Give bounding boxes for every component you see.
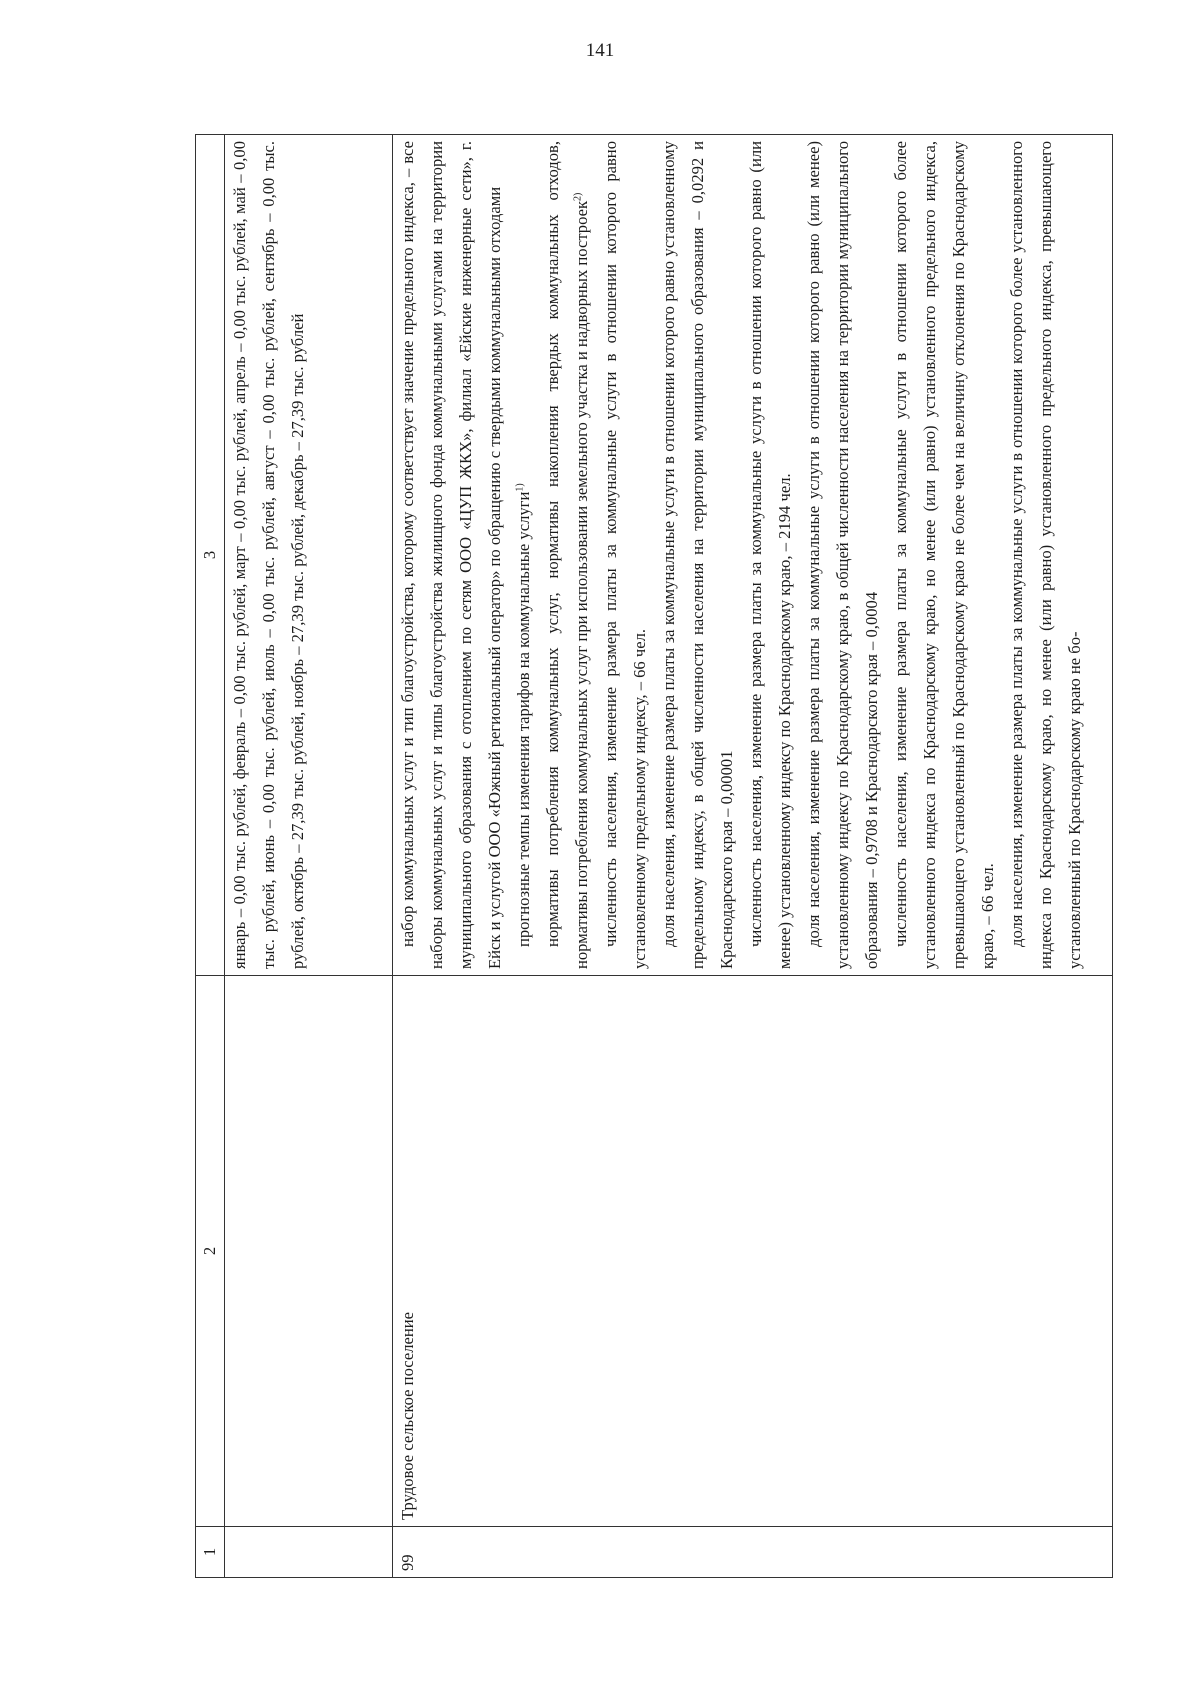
continuation-row <box>225 135 393 1578</box>
rotated-table-container <box>195 138 1113 1578</box>
row-settlement-name: Трудовое сельское поселение <box>393 976 1113 1527</box>
header-row <box>196 135 225 1578</box>
paragraph-population-less: численность населения, изменение размера платы за коммунальные услуги в отношении которого равно (или менее) установленному индексу по Краснодарскому краю, – 2194 чел. <box>746 141 794 969</box>
header-col-3: 3 <box>196 135 225 976</box>
header-col-1: 1 <box>196 1527 225 1578</box>
row-number: 99 <box>393 1527 1113 1578</box>
paragraph-share-more: доля населения, изменение размера платы за коммунальные услуги в отношении которого более установленного индекса по Краснодарскому краю, но менее (или равно) установленного предельного индекса, превышающего установленный по Краснодарскому краю не бо- <box>1007 141 1084 969</box>
continuation-number-cell <box>225 1527 393 1578</box>
footnote-1: 1) <box>514 483 526 492</box>
paragraph-population-equal: численность населения, изменение размера платы за коммунальные услуги в отношении которого равно установленному предельному индексу, – 66 чел. <box>601 141 649 969</box>
data-table <box>195 134 1113 1578</box>
paragraph-norms <box>538 141 596 969</box>
header-col-2: 2 <box>196 976 225 1527</box>
paragraph-utility-set: набор коммунальных услуг и тип благоустройства, которому соответствует значение предельного индекса, – все наборы коммунальных услуг и типы благоустройства жилищного фонда коммунальными услугами на территории муниципального образования с отоплением по сетям ООО «ЦУП ЖКХ», филиал «Ейские инженерные сети», г. Ейск и услугой ООО «Южный региональный оператор» по обращению с твердыми коммунальными отходами <box>398 141 504 969</box>
table-row-99 <box>393 135 1113 1578</box>
paragraph-population-more: численность населения, изменение размера платы за коммунальные услуги в отношении которого более установленного индекса по Краснодарскому краю, но менее (или равно) установленного предельного индекса, превышающего установленный по Краснодарскому краю не более чем на величину отклонения по Краснодарскому краю, – 66 чел. <box>891 141 997 969</box>
page-number: 141 <box>585 40 615 61</box>
row-description <box>393 135 1113 976</box>
tariff-rates-text: прогнозные темпы изменения тарифов на коммунальные услуги <box>514 491 533 947</box>
continuation-text-cell <box>225 135 393 976</box>
continuation-name-cell <box>225 976 393 1527</box>
paragraph-share-less: доля населения, изменение размера платы за коммунальные услуги в отношении которого равно (или менее) установленному индексу по Краснодарскому краю, в общей численности населения на территории муниципального образования – 0,9708 и Краснодарского края – 0,0004 <box>804 141 881 969</box>
footnote-2: 2) <box>572 192 584 201</box>
paragraph-share-equal: доля населения, изменение размера платы за коммунальные услуги в отношении которого равно установленному предельному индексу, в общей численности населения на территории муниципального образования – 0,0292 и Краснодарского края – 0,00001 <box>659 141 736 969</box>
paragraph-tariff-rates <box>509 141 538 969</box>
continuation-text: январь – 0,00 тыс. рублей, февраль – 0,00 тыс. рублей, март – 0,00 тыс. рублей, апрель – 0,00 тыс. рублей, май – 0,00 тыс. рублей, июнь – 0,00 тыс. рублей, июль – 0,00 тыс. рублей, август – 0,00 тыс. рублей, сентябрь – 0,00 тыс. рублей, октябрь – 27,39 тыс. рублей, ноябрь – 27,39 тыс. рублей, декабрь – 27,39 тыс. рублей <box>230 141 307 969</box>
norms-text: нормативы потребления коммунальных услуг, нормативы накопления твердых коммунальных отходов, нормативы потребления коммунальных услуг при использовании земельного участка и надворных построек <box>543 141 591 969</box>
